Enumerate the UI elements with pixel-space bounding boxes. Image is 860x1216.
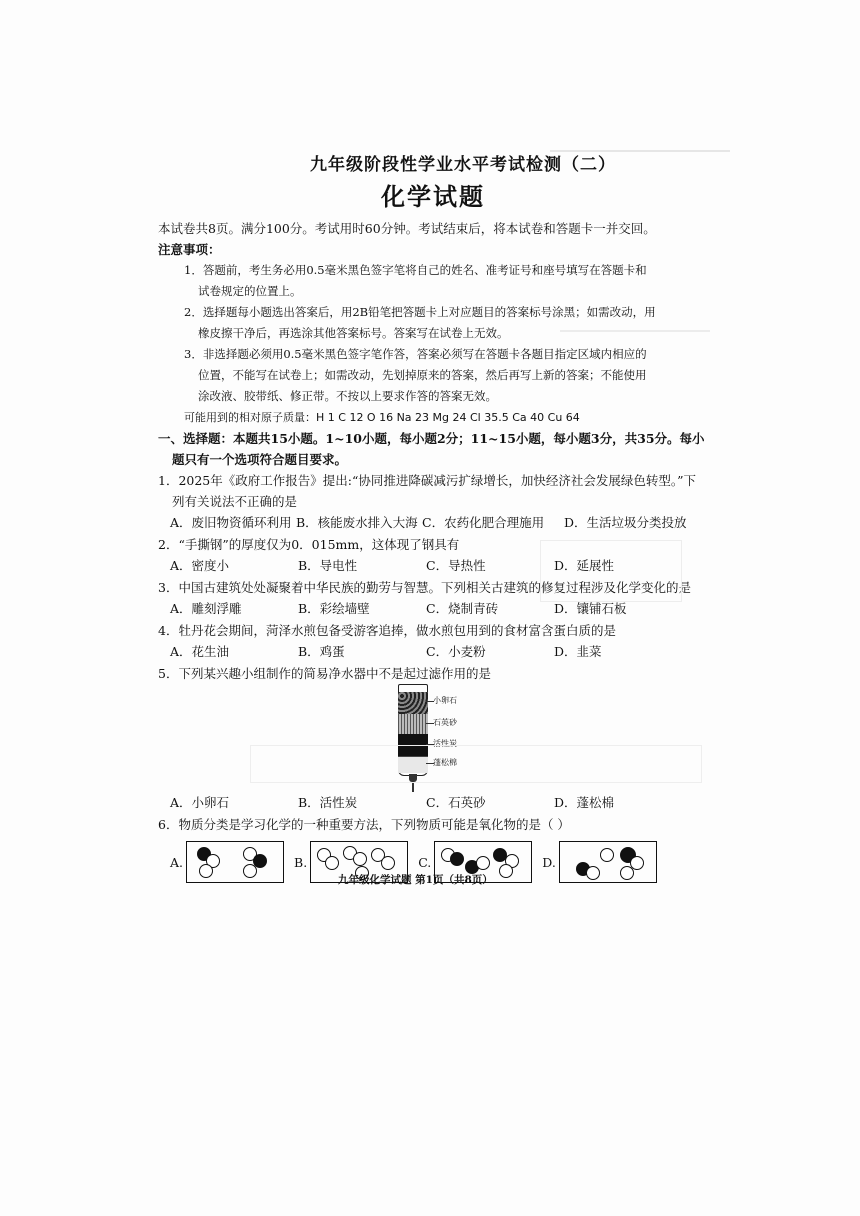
option-c: C．农药化肥合理施用 xyxy=(422,515,545,530)
notice-item-1: 1．答题前，考生务必用0.5毫米黑色签字笔将自己的姓名、准考证号和座号填写在答题卡和 试卷规定的位置上。 xyxy=(184,263,647,298)
label-pebble: 小卵石 xyxy=(433,696,457,705)
question-1: 1．2025年《政府工作报告》提出:“协同推进降碳减污扩绿增长，加快经济社会发展绿色转型。”下 列有关说法不正确的是 A．废旧物资循环利用 B．核能废水排入大海 C．农药化肥合理施用 D．生活垃圾分类投放 xyxy=(158,470,708,534)
question-3: 3．中国古建筑处处凝聚着中华民族的勤劳与智慧。下列相关古建筑的修复过程涉及化学变化的是 A．雕刻浮雕 B．彩绘墙壁 C．烧制青砖 D．镶铺石板 xyxy=(158,577,708,620)
option-b: B．活性炭 xyxy=(298,795,358,810)
option-c: C．小麦粉 xyxy=(426,644,486,659)
question-1-options xyxy=(158,512,708,534)
option-b: B．导电性 xyxy=(298,558,358,573)
question-5-options xyxy=(158,792,708,814)
filter-drip xyxy=(412,782,414,792)
option-a: A．小卵石 xyxy=(170,795,230,810)
question-2: 2．“手撕钢”的厚度仅为0．015mm，这体现了钢具有 A．密度小 B．导电性 C．导热性 D．延展性 xyxy=(158,534,708,577)
molecule-box-a xyxy=(186,841,284,883)
option-b: B．彩绘墙壁 xyxy=(298,601,370,616)
option-c: C．烧制青砖 xyxy=(426,601,499,616)
pebble-layer xyxy=(398,692,428,714)
atomic-masses: 可能用到的相对原子质量：H 1 C 12 O 16 Na 23 Mg 24 Cl 35.5 Ca 40 Cu 64 xyxy=(184,411,580,424)
option-b: B．鸡蛋 xyxy=(298,644,345,659)
molecule-box-d xyxy=(559,841,657,883)
option-b: B. xyxy=(294,841,408,883)
notice-item-3: 3．非选择题必须用0.5毫米黑色签字笔作答，答案必须写在答题卡各题目指定区域内相应的 位置，不能写在试卷上；如需改动，先划掉原来的答案，然后再写上新的答案；不能使用 涂改液、胶带纸、修正带。不按以上要求作答的答案无效。 xyxy=(184,347,647,403)
label-quartz-sand: 石英砂 xyxy=(433,718,457,727)
exam-intro: 本试卷共8页。满分100分。考试用时60分钟。考试结束后，将本试卷和答题卡一并交回。 xyxy=(158,221,656,236)
option-a: A．花生油 xyxy=(170,644,230,659)
label-activated-carbon: 活性炭 xyxy=(433,739,457,748)
option-a: A. xyxy=(170,841,284,883)
question-4-options xyxy=(158,641,708,663)
question-4: 4．牡丹花会期间，菏泽水煎包备受游客追捧，做水煎包用到的食材富含蛋白质的是 A．花生油 B．鸡蛋 C．小麦粉 D．韭菜 xyxy=(158,620,708,663)
option-c: C．石英砂 xyxy=(426,795,486,810)
option-d: D．蓬松棉 xyxy=(554,795,615,810)
option-c: C．导热性 xyxy=(426,558,486,573)
show-through-mark xyxy=(250,745,702,783)
option-d: D．镶铺石板 xyxy=(554,601,627,616)
show-through-mark xyxy=(540,540,682,602)
option-a: A．密度小 xyxy=(170,558,230,573)
exam-subject-title: 化学试题 xyxy=(381,182,485,211)
option-d: D．韭菜 xyxy=(554,644,602,659)
option-a: A．废旧物资循环利用 xyxy=(170,515,292,530)
show-through-mark xyxy=(560,330,710,332)
option-c: C. xyxy=(418,841,532,883)
quartz-sand-layer xyxy=(398,714,428,734)
page-footer: 九年级化学试题 第1页（共8页） xyxy=(338,874,493,886)
notice-label: 注意事项： xyxy=(158,242,221,257)
notice-item-2: 2．选择题每小题选出答案后，用2B铅笔把答题卡上对应题目的答案标号涂黑；如需改动，用 橡皮擦干净后，再选涂其他答案标号。答案写在试卷上无效。 xyxy=(184,305,656,340)
label-cotton: 蓬松棉 xyxy=(433,758,457,767)
show-through-mark xyxy=(550,150,730,152)
option-d: D．生活垃圾分类投放 xyxy=(564,515,687,530)
option-d: D. xyxy=(542,841,657,883)
question-5: 5．下列某兴趣小组制作的简易净水器中不是起过滤作用的是 小卵石 石英砂 活性炭 蓬松棉 A．小卵石 B．活性炭 C．石英砂 D．蓬松棉 xyxy=(158,663,708,814)
option-b: B．核能废水排入大海 xyxy=(296,515,418,530)
exam-main-title: 九年级阶段性学业水平考试检测（二） xyxy=(310,155,616,175)
option-a: A．雕刻浮雕 xyxy=(170,601,242,616)
section-heading: 一、选择题：本题共15小题。1~10小题，每小题2分；11~15小题，每小题3分，共35分。每小 xyxy=(158,431,705,446)
option-d: D．延展性 xyxy=(554,558,615,573)
question-6: 6．物质分类是学习化学的一种重要方法，下列物质可能是氧化物的是（ ） A. B. C. D. xyxy=(158,814,708,883)
section-heading-cont: 题只有一个选项符合题目要求。 xyxy=(172,452,348,467)
